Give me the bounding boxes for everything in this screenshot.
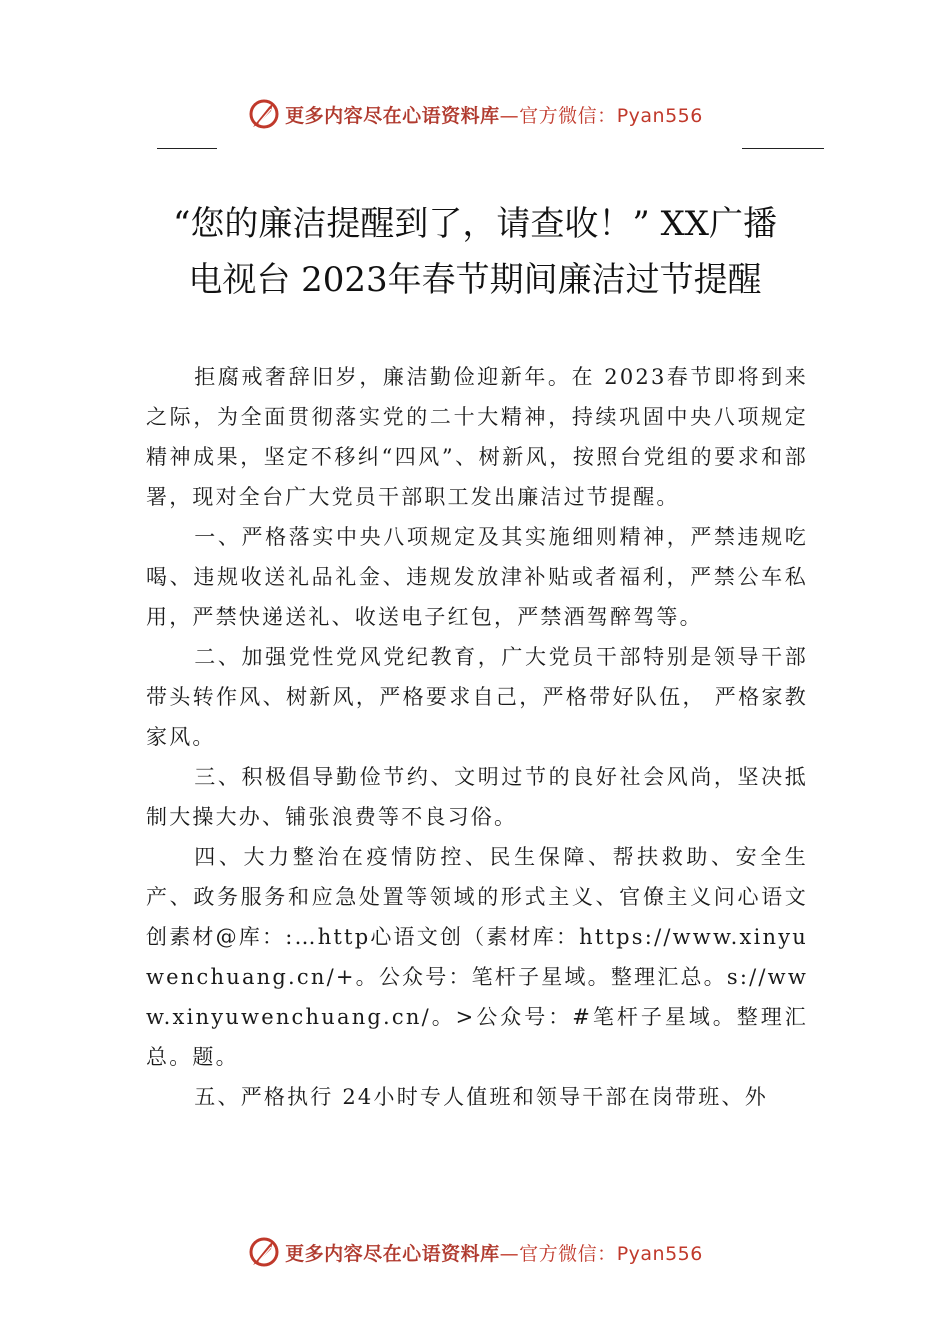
paragraph-item-5: 五、严格执行 24小时专人值班和领导干部在岗带班、外 [194,1085,768,1109]
banner-text [285,101,703,128]
quill-logo-icon [247,1235,281,1269]
paragraph-item-4: 四、大力整治在疫情防控、民生保障、帮扶救助、安全生产、政务服务和应急处置等领域的形式主义、官僚主义问心语文创素材@库：:…http心语文创（素材库：https://www.xinyuwenchuang.cn/+。公众号：笔杆子星域。整理汇总。s://www.xinyuwenchuang.cn/。>公众号：#笔杆子星域。整理汇总。题。 [146,845,809,1069]
banner-brand: 更多内容尽在心语资料库 [285,1242,500,1265]
banner-separator: —官方微信： [499,1242,617,1265]
header-rule-right [742,148,824,149]
paragraph-item-3: 三、积极倡导勤俭节约、文明过节的良好社会风尚，坚决抵制大操大办、铺张浪费等不良习俗。 [146,765,808,829]
document-body [146,357,808,1117]
banner-wechat-id: Pyan556 [616,1242,703,1265]
title-line-1: “您的廉洁提醒到了，请查收！” XX广播 [173,204,777,244]
banner-text [285,1239,703,1266]
header-banner [0,94,950,134]
banner-brand: 更多内容尽在心语资料库 [285,104,500,127]
quill-logo-icon [247,97,281,131]
paragraph-item-2: 二、加强党性党风党纪教育，广大党员干部特别是领导干部带头转作风、树新风，严格要求自己，严格带好队伍， 严格家教家风。 [146,645,808,749]
paragraph-intro: 拒腐戒奢辞旧岁，廉洁勤俭迎新年。在 2023春节即将到来之际，为全面贯彻落实党的二十大精神，持续巩固中央八项规定精神成果，坚定不移纠“四风”、树新风，按照台党组的要求和部署，现对全台广大党员干部职工发出廉洁过节提醒。 [146,365,808,509]
paragraph-item-1: 一、严格落实中央八项规定及其实施细则精神，严禁违规吃喝、违规收送礼品礼金、违规发放津补贴或者福利，严禁公车私用，严禁快递送礼、收送电子红包，严禁酒驾醉驾等。 [146,525,808,629]
banner-wechat-id: Pyan556 [616,104,703,127]
document-title [130,196,820,308]
banner-separator: —官方微信： [499,104,617,127]
header-rule-left [157,148,217,149]
footer-banner [0,1232,950,1272]
title-line-2: 电视台 2023年春节期间廉洁过节提醒 [188,260,762,300]
